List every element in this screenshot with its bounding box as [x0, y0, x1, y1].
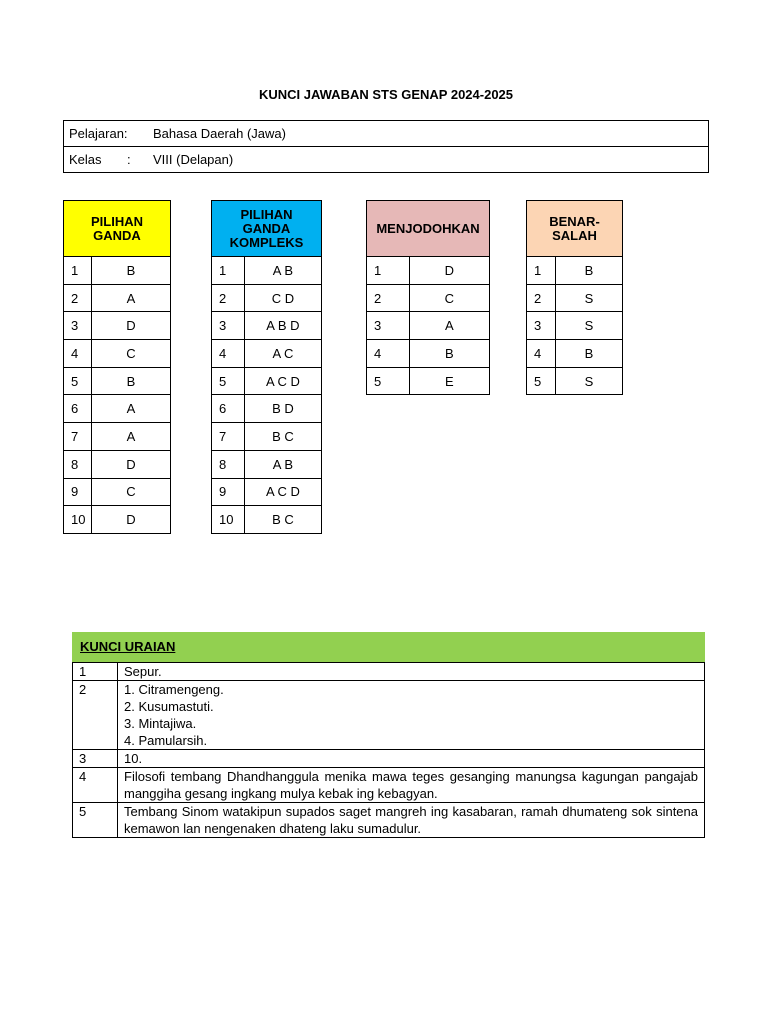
answer-row — [367, 257, 490, 285]
question-number: 5 — [527, 367, 556, 395]
menjodohkan-table — [366, 200, 490, 395]
question-number: 8 — [212, 450, 245, 478]
question-number: 9 — [64, 478, 92, 506]
kunci-uraian-table — [72, 662, 705, 838]
essay-answer — [118, 750, 705, 768]
answer-row — [367, 340, 490, 368]
essay-row — [73, 768, 705, 803]
answer-value: E — [409, 367, 489, 395]
essay-answer — [118, 768, 705, 803]
pilihan-ganda-kompleks-table — [211, 200, 322, 534]
answer-row — [64, 395, 171, 423]
question-number: 7 — [64, 423, 92, 451]
benar-salah-header: BENAR-SALAH — [527, 201, 623, 257]
answer-row — [527, 340, 623, 368]
essay-answer — [118, 681, 705, 750]
question-number: 7 — [212, 423, 245, 451]
essay-answer-line: 2. Kusumastuti. — [124, 699, 214, 714]
answer-row — [212, 423, 322, 451]
answer-value: S — [555, 284, 622, 312]
answer-value: A C D — [244, 367, 321, 395]
answer-row — [212, 478, 322, 506]
info-table — [63, 120, 709, 173]
question-number: 1 — [527, 257, 556, 285]
question-number: 5 — [64, 367, 92, 395]
essay-row — [73, 681, 705, 750]
answer-value: B — [409, 340, 489, 368]
question-number: 1 — [367, 257, 410, 285]
answer-value: C — [409, 284, 489, 312]
essay-row — [73, 663, 705, 681]
answer-value: D — [91, 506, 170, 534]
answer-row — [64, 478, 171, 506]
benar-salah-table — [526, 200, 623, 395]
answer-value: D — [409, 257, 489, 285]
answer-row — [64, 506, 171, 534]
kunci-uraian-section — [72, 632, 705, 838]
pilihan-ganda-table — [63, 200, 171, 534]
answer-value: A C D — [244, 478, 321, 506]
question-number: 2 — [64, 284, 92, 312]
essay-number: 1 — [73, 663, 118, 681]
answer-row — [212, 257, 322, 285]
answer-value: B — [555, 257, 622, 285]
answer-value: C — [91, 340, 170, 368]
answer-value: B — [555, 340, 622, 368]
question-number: 1 — [212, 257, 245, 285]
class-value: VIII (Delapan) — [153, 152, 234, 167]
question-number: 5 — [367, 367, 410, 395]
pilihan-ganda-header: PILIHAN GANDA — [64, 201, 171, 257]
essay-answer-line: Sepur. — [124, 664, 162, 679]
class-colon: : — [127, 152, 131, 167]
answer-row — [527, 257, 623, 285]
essay-answer-line: Tembang Sinom watakipun supados saget mangreh ing kasabaran, ramah dhumateng sok sintena kemawon lan nengenaken dhateng laku sumadulur. — [124, 804, 698, 836]
class-row — [64, 147, 709, 173]
answer-row — [212, 312, 322, 340]
answer-value: S — [555, 312, 622, 340]
question-number: 10 — [64, 506, 92, 534]
answer-value: C D — [244, 284, 321, 312]
class-label: Kelas — [69, 152, 102, 167]
question-number: 8 — [64, 450, 92, 478]
answer-value: A B D — [244, 312, 321, 340]
essay-number: 2 — [73, 681, 118, 750]
answer-row — [212, 450, 322, 478]
answer-row — [212, 284, 322, 312]
answer-row — [367, 312, 490, 340]
answer-row — [64, 340, 171, 368]
essay-answer-line: 1. Citramengeng. — [124, 682, 224, 697]
essay-number: 5 — [73, 803, 118, 838]
answer-value: A — [91, 395, 170, 423]
essay-number: 3 — [73, 750, 118, 768]
question-number: 6 — [212, 395, 245, 423]
answer-value: B — [91, 257, 170, 285]
question-number: 5 — [212, 367, 245, 395]
essay-row — [73, 803, 705, 838]
menjodohkan-header: MENJODOHKAN — [367, 201, 490, 257]
answer-row — [527, 367, 623, 395]
answer-value: S — [555, 367, 622, 395]
answer-value: D — [91, 450, 170, 478]
answer-value: B C — [244, 423, 321, 451]
answer-value: C — [91, 478, 170, 506]
pilihan-ganda-kompleks-header: PILIHAN GANDA KOMPLEKS — [212, 201, 322, 257]
question-number: 6 — [64, 395, 92, 423]
answer-row — [64, 257, 171, 285]
answer-row — [212, 340, 322, 368]
subject-value: Bahasa Daerah (Jawa) — [153, 126, 286, 141]
answer-row — [212, 506, 322, 534]
question-number: 2 — [527, 284, 556, 312]
question-number: 3 — [367, 312, 410, 340]
essay-answer-line: Filosofi tembang Dhandhanggula menika mawa teges gesanging manungsa kagungan pangajab manggiha gesang ingkang mulya kebak ing kebagyan. — [124, 769, 698, 801]
question-number: 2 — [367, 284, 410, 312]
answer-row — [212, 367, 322, 395]
question-number: 1 — [64, 257, 92, 285]
essay-number: 4 — [73, 768, 118, 803]
question-number: 4 — [367, 340, 410, 368]
page-title: KUNCI JAWABAN STS GENAP 2024-2025 — [258, 87, 514, 102]
answer-row — [64, 367, 171, 395]
question-number: 3 — [212, 312, 245, 340]
question-number: 9 — [212, 478, 245, 506]
answer-row — [64, 423, 171, 451]
essay-answer-line: 10. — [124, 751, 143, 766]
essay-answer-line: 4. Pamularsih. — [124, 733, 208, 748]
answer-value: A B — [244, 450, 321, 478]
question-number: 2 — [212, 284, 245, 312]
answer-value: A — [91, 423, 170, 451]
answer-row — [527, 284, 623, 312]
question-number: 4 — [212, 340, 245, 368]
essay-answer-line: 3. Mintajiwa. — [124, 716, 197, 731]
answer-value: B D — [244, 395, 321, 423]
answer-row — [527, 312, 623, 340]
answer-row — [367, 367, 490, 395]
essay-row — [73, 750, 705, 768]
question-number: 4 — [527, 340, 556, 368]
answer-row — [212, 395, 322, 423]
question-number: 10 — [212, 506, 245, 534]
answer-value: A B — [244, 257, 321, 285]
subject-label: Pelajaran: — [69, 126, 128, 141]
answer-value: A C — [244, 340, 321, 368]
answer-value: A — [409, 312, 489, 340]
question-number: 4 — [64, 340, 92, 368]
answer-value: B — [91, 367, 170, 395]
essay-answer — [118, 663, 705, 681]
answer-row — [64, 450, 171, 478]
essay-answer — [118, 803, 705, 838]
answer-row — [64, 284, 171, 312]
answer-row — [64, 312, 171, 340]
question-number: 3 — [527, 312, 556, 340]
question-number: 3 — [64, 312, 92, 340]
answer-value: B C — [244, 506, 321, 534]
kunci-uraian-header: KUNCI URAIAN — [72, 632, 705, 662]
answer-row — [367, 284, 490, 312]
subject-row — [64, 121, 709, 147]
answer-value: D — [91, 312, 170, 340]
answer-value: A — [91, 284, 170, 312]
